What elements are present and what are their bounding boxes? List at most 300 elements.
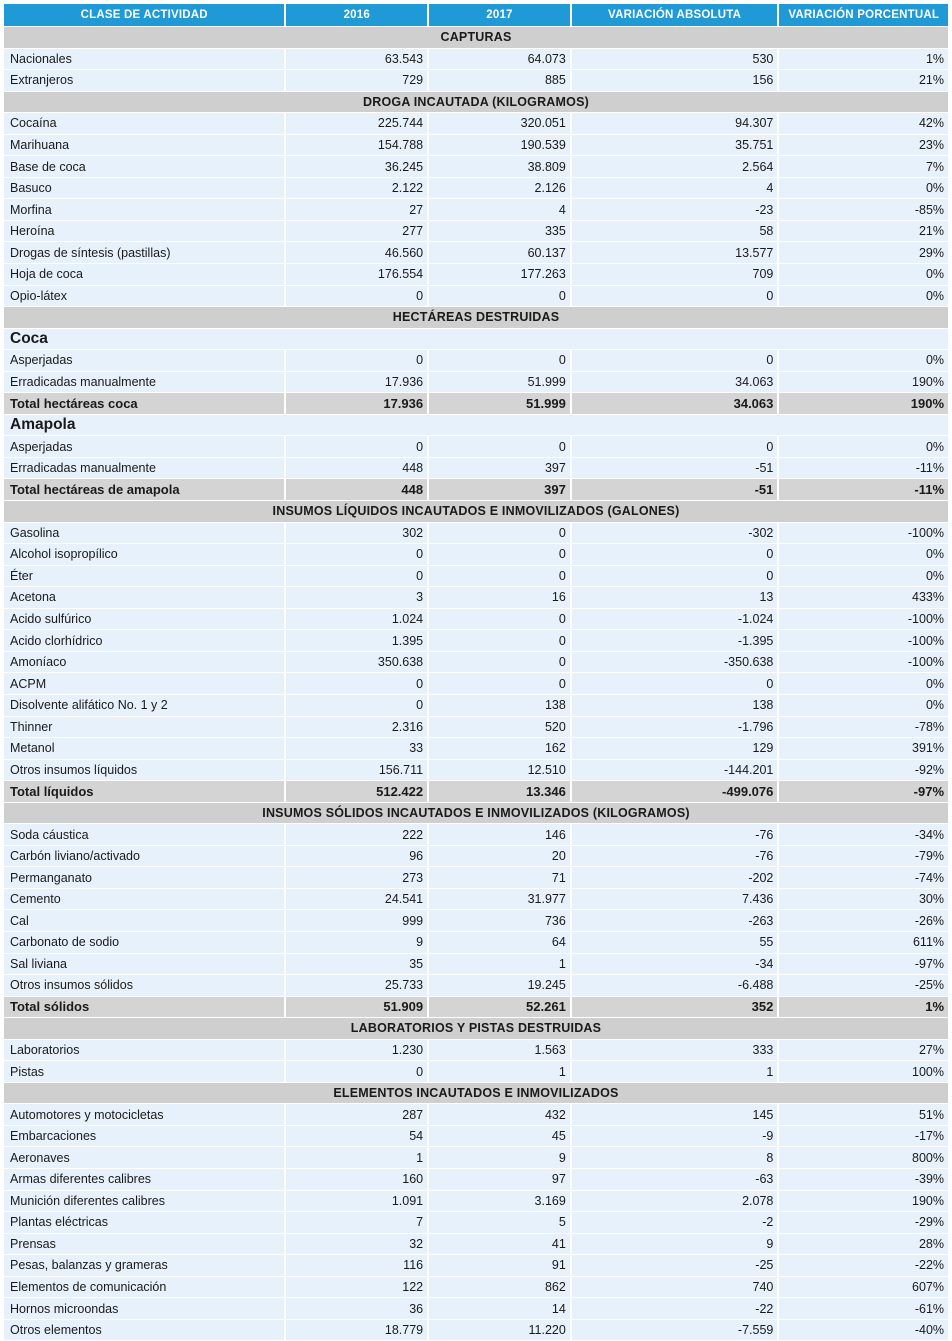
cell-v2016: 1.091 [286,1191,427,1212]
cell-label: Prensas [4,1234,284,1255]
cell-label: Éter [4,566,284,587]
cell-label: Carbonato de sodio [4,932,284,953]
header-2017: 2017 [429,4,570,26]
cell-v2016: 1.230 [286,1040,427,1061]
cell-v2016: 35 [286,954,427,975]
table-row [4,1277,948,1299]
cell-abs: -25 [572,1255,778,1276]
cell-v2017: 0 [429,652,570,673]
cell-pct: 607% [779,1277,948,1298]
table-row [4,1320,948,1341]
cell-label: Carbón liviano/activado [4,846,284,867]
cell-abs: 0 [572,544,778,565]
cell-abs: 2.564 [572,156,778,177]
cell-abs: -23 [572,199,778,220]
cell-pct: -17% [779,1126,948,1147]
table-row [4,372,948,394]
table-row [4,70,948,92]
cell-v2017: 397 [429,479,570,500]
cell-v2017: 97 [429,1169,570,1190]
cell-abs: -1.395 [572,630,778,651]
cell-v2016: 273 [286,867,427,888]
cell-v2017: 162 [429,738,570,759]
cell-pct: -92% [779,760,948,781]
cell-pct: -85% [779,199,948,220]
cell-pct: -100% [779,523,948,544]
cell-v2017: 11.220 [429,1320,570,1341]
cell-v2017: 14 [429,1298,570,1319]
section-header: INSUMOS SÓLIDOS INCAUTADOS E INMOVILIZADOS (KILOGRAMOS) [4,803,948,824]
cell-pct: -97% [779,954,948,975]
cell-v2016: 176.554 [286,264,427,285]
cell-label: Morfina [4,199,284,220]
table-row [4,135,948,157]
cell-label: Soda cáustica [4,824,284,845]
cell-v2017: 41 [429,1234,570,1255]
cell-pct: -40% [779,1320,948,1341]
cell-v2016: 512.422 [286,781,427,802]
cell-v2017: 0 [429,609,570,630]
cell-v2017: 0 [429,566,570,587]
cell-pct: 28% [779,1234,948,1255]
cell-pct: 190% [779,1191,948,1212]
cell-pct: -25% [779,975,948,996]
cell-label: Heroína [4,221,284,242]
table-row [4,954,948,976]
cell-label: Asperjadas [4,436,284,457]
cell-v2016: 46.560 [286,242,427,263]
cell-label: Drogas de síntesis (pastillas) [4,242,284,263]
cell-v2016: 17.936 [286,372,427,393]
table-row [4,910,948,932]
cell-abs: -76 [572,846,778,867]
cell-pct: -100% [779,652,948,673]
cell-v2017: 20 [429,846,570,867]
cell-label: Opio-látex [4,286,284,307]
cell-v2017: 1.563 [429,1040,570,1061]
cell-abs: 34.063 [572,372,778,393]
total-row [4,781,948,803]
table-row [4,717,948,739]
total-row [4,479,948,501]
cell-abs: 34.063 [572,393,778,414]
cell-v2016: 0 [286,1061,427,1082]
cell-pct: 21% [779,221,948,242]
section-header: LABORATORIOS Y PISTAS DESTRUIDAS [4,1018,948,1039]
cell-v2017: 91 [429,1255,570,1276]
cell-pct: 0% [779,436,948,457]
cell-label: Laboratorios [4,1040,284,1061]
cell-pct: 0% [779,264,948,285]
cell-pct: 7% [779,156,948,177]
section-header: HECTÁREAS DESTRUIDAS [4,307,948,328]
cell-pct: -78% [779,717,948,738]
cell-pct: 0% [779,350,948,371]
section-header: INSUMOS LÍQUIDOS INCAUTADOS E INMOVILIZADOS (GALONES) [4,501,948,522]
cell-abs: 7.436 [572,889,778,910]
cell-label: Total líquidos [4,781,284,802]
table-row [4,264,948,286]
cell-abs: 1 [572,1061,778,1082]
cell-v2016: 27 [286,199,427,220]
cell-pct: 23% [779,135,948,156]
cell-abs: 0 [572,566,778,587]
cell-v2017: 432 [429,1104,570,1125]
cell-v2016: 25.733 [286,975,427,996]
cell-pct: 0% [779,673,948,694]
cell-v2017: 0 [429,523,570,544]
table-row [4,1147,948,1169]
cell-pct: 100% [779,1061,948,1082]
cell-v2016: 122 [286,1277,427,1298]
subsection-header: Coca [4,329,948,350]
table-row [4,544,948,566]
header-variacion-absoluta: VARIACIÓN ABSOLUTA [572,4,778,26]
cell-abs: -2 [572,1212,778,1233]
cell-abs: 0 [572,286,778,307]
cell-v2017: 13.346 [429,781,570,802]
table-row [4,286,948,308]
cell-label: Marihuana [4,135,284,156]
activity-table [4,4,948,1341]
total-row [4,393,948,415]
cell-v2017: 51.999 [429,372,570,393]
cell-label: Cemento [4,889,284,910]
table-row [4,695,948,717]
cell-abs: 145 [572,1104,778,1125]
cell-abs: 8 [572,1147,778,1168]
cell-pct: 0% [779,178,948,199]
cell-v2017: 0 [429,286,570,307]
table-row [4,867,948,889]
cell-pct: 0% [779,566,948,587]
cell-v2016: 1.024 [286,609,427,630]
cell-pct: -11% [779,479,948,500]
cell-pct: -39% [779,1169,948,1190]
cell-label: Erradicadas manualmente [4,372,284,393]
cell-v2016: 287 [286,1104,427,1125]
cell-abs: 333 [572,1040,778,1061]
cell-v2017: 736 [429,910,570,931]
cell-v2017: 0 [429,630,570,651]
cell-abs: 138 [572,695,778,716]
cell-v2016: 448 [286,479,427,500]
table-row [4,1126,948,1148]
cell-v2016: 51.909 [286,997,427,1018]
cell-label: Hoja de coca [4,264,284,285]
cell-abs: -22 [572,1298,778,1319]
cell-abs: -302 [572,523,778,544]
cell-v2017: 31.977 [429,889,570,910]
table-body [4,27,948,1341]
cell-pct: 0% [779,695,948,716]
table-row [4,1169,948,1191]
cell-abs: 530 [572,49,778,70]
cell-label: Acetona [4,587,284,608]
table-row [4,113,948,135]
cell-pct: 42% [779,113,948,134]
cell-v2016: 2.122 [286,178,427,199]
cell-v2016: 63.543 [286,49,427,70]
cell-v2016: 2.316 [286,717,427,738]
header-clase-actividad: CLASE DE ACTIVIDAD [4,4,284,26]
cell-pct: 190% [779,372,948,393]
cell-abs: -9 [572,1126,778,1147]
cell-pct: 0% [779,544,948,565]
cell-v2016: 0 [286,286,427,307]
cell-abs: -350.638 [572,652,778,673]
cell-v2017: 12.510 [429,760,570,781]
cell-v2016: 1 [286,1147,427,1168]
subsection-header: Amapola [4,415,948,436]
cell-v2016: 154.788 [286,135,427,156]
cell-label: Acido sulfúrico [4,609,284,630]
cell-label: Cal [4,910,284,931]
cell-v2017: 520 [429,717,570,738]
cell-label: Total sólidos [4,997,284,1018]
cell-v2016: 33 [286,738,427,759]
cell-pct: 51% [779,1104,948,1125]
cell-abs: -76 [572,824,778,845]
cell-abs: 2.078 [572,1191,778,1212]
cell-label: Amoníaco [4,652,284,673]
cell-v2017: 38.809 [429,156,570,177]
cell-label: Acido clorhídrico [4,630,284,651]
cell-abs: 58 [572,221,778,242]
section-header: ELEMENTOS INCAUTADOS E INMOVILIZADOS [4,1083,948,1104]
cell-v2017: 45 [429,1126,570,1147]
table-row [4,652,948,674]
cell-abs: -263 [572,910,778,931]
header-variacion-porcentual: VARIACIÓN PORCENTUAL [779,4,948,26]
table-row [4,566,948,588]
cell-abs: 129 [572,738,778,759]
cell-v2016: 0 [286,673,427,694]
cell-abs: 0 [572,436,778,457]
section-header: CAPTURAS [4,27,948,48]
cell-abs: 13 [572,587,778,608]
cell-v2017: 138 [429,695,570,716]
cell-pct: 1% [779,997,948,1018]
cell-v2016: 9 [286,932,427,953]
cell-v2016: 1.395 [286,630,427,651]
cell-pct: 1% [779,49,948,70]
table-row [4,242,948,264]
cell-label: Armas diferentes calibres [4,1169,284,1190]
cell-abs: 0 [572,673,778,694]
cell-label: Otros insumos líquidos [4,760,284,781]
cell-abs: 709 [572,264,778,285]
cell-pct: -61% [779,1298,948,1319]
cell-label: Plantas eléctricas [4,1212,284,1233]
cell-pct: -11% [779,458,948,479]
cell-v2017: 19.245 [429,975,570,996]
cell-abs: 35.751 [572,135,778,156]
cell-v2017: 52.261 [429,997,570,1018]
cell-pct: -100% [779,609,948,630]
cell-v2016: 0 [286,695,427,716]
cell-v2017: 16 [429,587,570,608]
cell-label: Sal liviana [4,954,284,975]
cell-pct: -22% [779,1255,948,1276]
cell-abs: 9 [572,1234,778,1255]
cell-label: Munición diferentes calibres [4,1191,284,1212]
cell-label: Gasolina [4,523,284,544]
cell-v2017: 0 [429,673,570,694]
cell-label: Aeronaves [4,1147,284,1168]
table-row [4,889,948,911]
cell-v2016: 0 [286,566,427,587]
cell-v2016: 36.245 [286,156,427,177]
cell-v2016: 18.779 [286,1320,427,1341]
cell-v2016: 36 [286,1298,427,1319]
table-row [4,1040,948,1062]
table-row [4,156,948,178]
cell-v2016: 0 [286,350,427,371]
table-row [4,458,948,480]
cell-v2016: 222 [286,824,427,845]
cell-v2017: 3.169 [429,1191,570,1212]
cell-v2016: 32 [286,1234,427,1255]
cell-label: Metanol [4,738,284,759]
cell-v2016: 54 [286,1126,427,1147]
cell-v2016: 116 [286,1255,427,1276]
table-row [4,846,948,868]
table-row [4,932,948,954]
cell-v2016: 96 [286,846,427,867]
table-row [4,523,948,545]
cell-v2016: 160 [286,1169,427,1190]
cell-abs: -34 [572,954,778,975]
cell-v2016: 17.936 [286,393,427,414]
table-row [4,587,948,609]
cell-v2016: 156.711 [286,760,427,781]
cell-v2017: 1 [429,1061,570,1082]
table-row [4,738,948,760]
table-row [4,221,948,243]
cell-label: Elementos de comunicación [4,1277,284,1298]
cell-label: Otros elementos [4,1320,284,1341]
cell-v2016: 0 [286,436,427,457]
table-row [4,49,948,71]
cell-label: Otros insumos sólidos [4,975,284,996]
table-row [4,1212,948,1234]
cell-v2016: 0 [286,544,427,565]
cell-label: Hornos microondas [4,1298,284,1319]
cell-abs: -202 [572,867,778,888]
section-header: DROGA INCAUTADA (KILOGRAMOS) [4,92,948,113]
cell-v2016: 350.638 [286,652,427,673]
cell-abs: -1.796 [572,717,778,738]
cell-abs: 4 [572,178,778,199]
cell-label: Thinner [4,717,284,738]
cell-abs: 156 [572,70,778,91]
table-row [4,975,948,997]
cell-v2017: 64.073 [429,49,570,70]
cell-label: Total hectáreas de amapola [4,479,284,500]
table-row [4,436,948,458]
cell-abs: -144.201 [572,760,778,781]
cell-label: Erradicadas manualmente [4,458,284,479]
cell-abs: -6.488 [572,975,778,996]
cell-abs: 352 [572,997,778,1018]
cell-pct: 0% [779,286,948,307]
table-row [4,1234,948,1256]
table-row [4,178,948,200]
cell-pct: -26% [779,910,948,931]
table-row [4,1191,948,1213]
cell-pct: 611% [779,932,948,953]
cell-v2017: 0 [429,436,570,457]
cell-pct: 190% [779,393,948,414]
cell-label: Total hectáreas coca [4,393,284,414]
cell-v2017: 862 [429,1277,570,1298]
cell-v2017: 4 [429,199,570,220]
table-row [4,350,948,372]
table-row [4,673,948,695]
cell-abs: 94.307 [572,113,778,134]
cell-abs: -51 [572,479,778,500]
cell-v2017: 51.999 [429,393,570,414]
cell-label: Cocaína [4,113,284,134]
cell-v2017: 71 [429,867,570,888]
cell-label: Base de coca [4,156,284,177]
cell-v2016: 729 [286,70,427,91]
cell-v2017: 5 [429,1212,570,1233]
cell-label: Extranjeros [4,70,284,91]
table-header [4,4,948,26]
cell-abs: 55 [572,932,778,953]
cell-v2017: 320.051 [429,113,570,134]
cell-label: Pesas, balanzas y grameras [4,1255,284,1276]
table-row [4,1061,948,1083]
cell-v2017: 335 [429,221,570,242]
cell-pct: 30% [779,889,948,910]
cell-v2017: 64 [429,932,570,953]
cell-v2016: 448 [286,458,427,479]
cell-pct: 433% [779,587,948,608]
cell-pct: -100% [779,630,948,651]
cell-label: Alcohol isopropílico [4,544,284,565]
cell-pct: 27% [779,1040,948,1061]
cell-abs: -1.024 [572,609,778,630]
cell-v2016: 225.744 [286,113,427,134]
table-row [4,199,948,221]
cell-abs: 13.577 [572,242,778,263]
cell-abs: -499.076 [572,781,778,802]
cell-v2017: 146 [429,824,570,845]
cell-pct: -34% [779,824,948,845]
cell-v2016: 999 [286,910,427,931]
cell-label: Nacionales [4,49,284,70]
cell-v2016: 7 [286,1212,427,1233]
table-row [4,1255,948,1277]
cell-v2017: 177.263 [429,264,570,285]
cell-v2017: 9 [429,1147,570,1168]
cell-abs: 0 [572,350,778,371]
cell-label: Asperjadas [4,350,284,371]
cell-v2017: 1 [429,954,570,975]
table-row [4,824,948,846]
cell-pct: -79% [779,846,948,867]
total-row [4,997,948,1019]
cell-pct: 29% [779,242,948,263]
table-row [4,630,948,652]
cell-label: Basuco [4,178,284,199]
cell-v2017: 885 [429,70,570,91]
cell-abs: -51 [572,458,778,479]
cell-v2016: 277 [286,221,427,242]
